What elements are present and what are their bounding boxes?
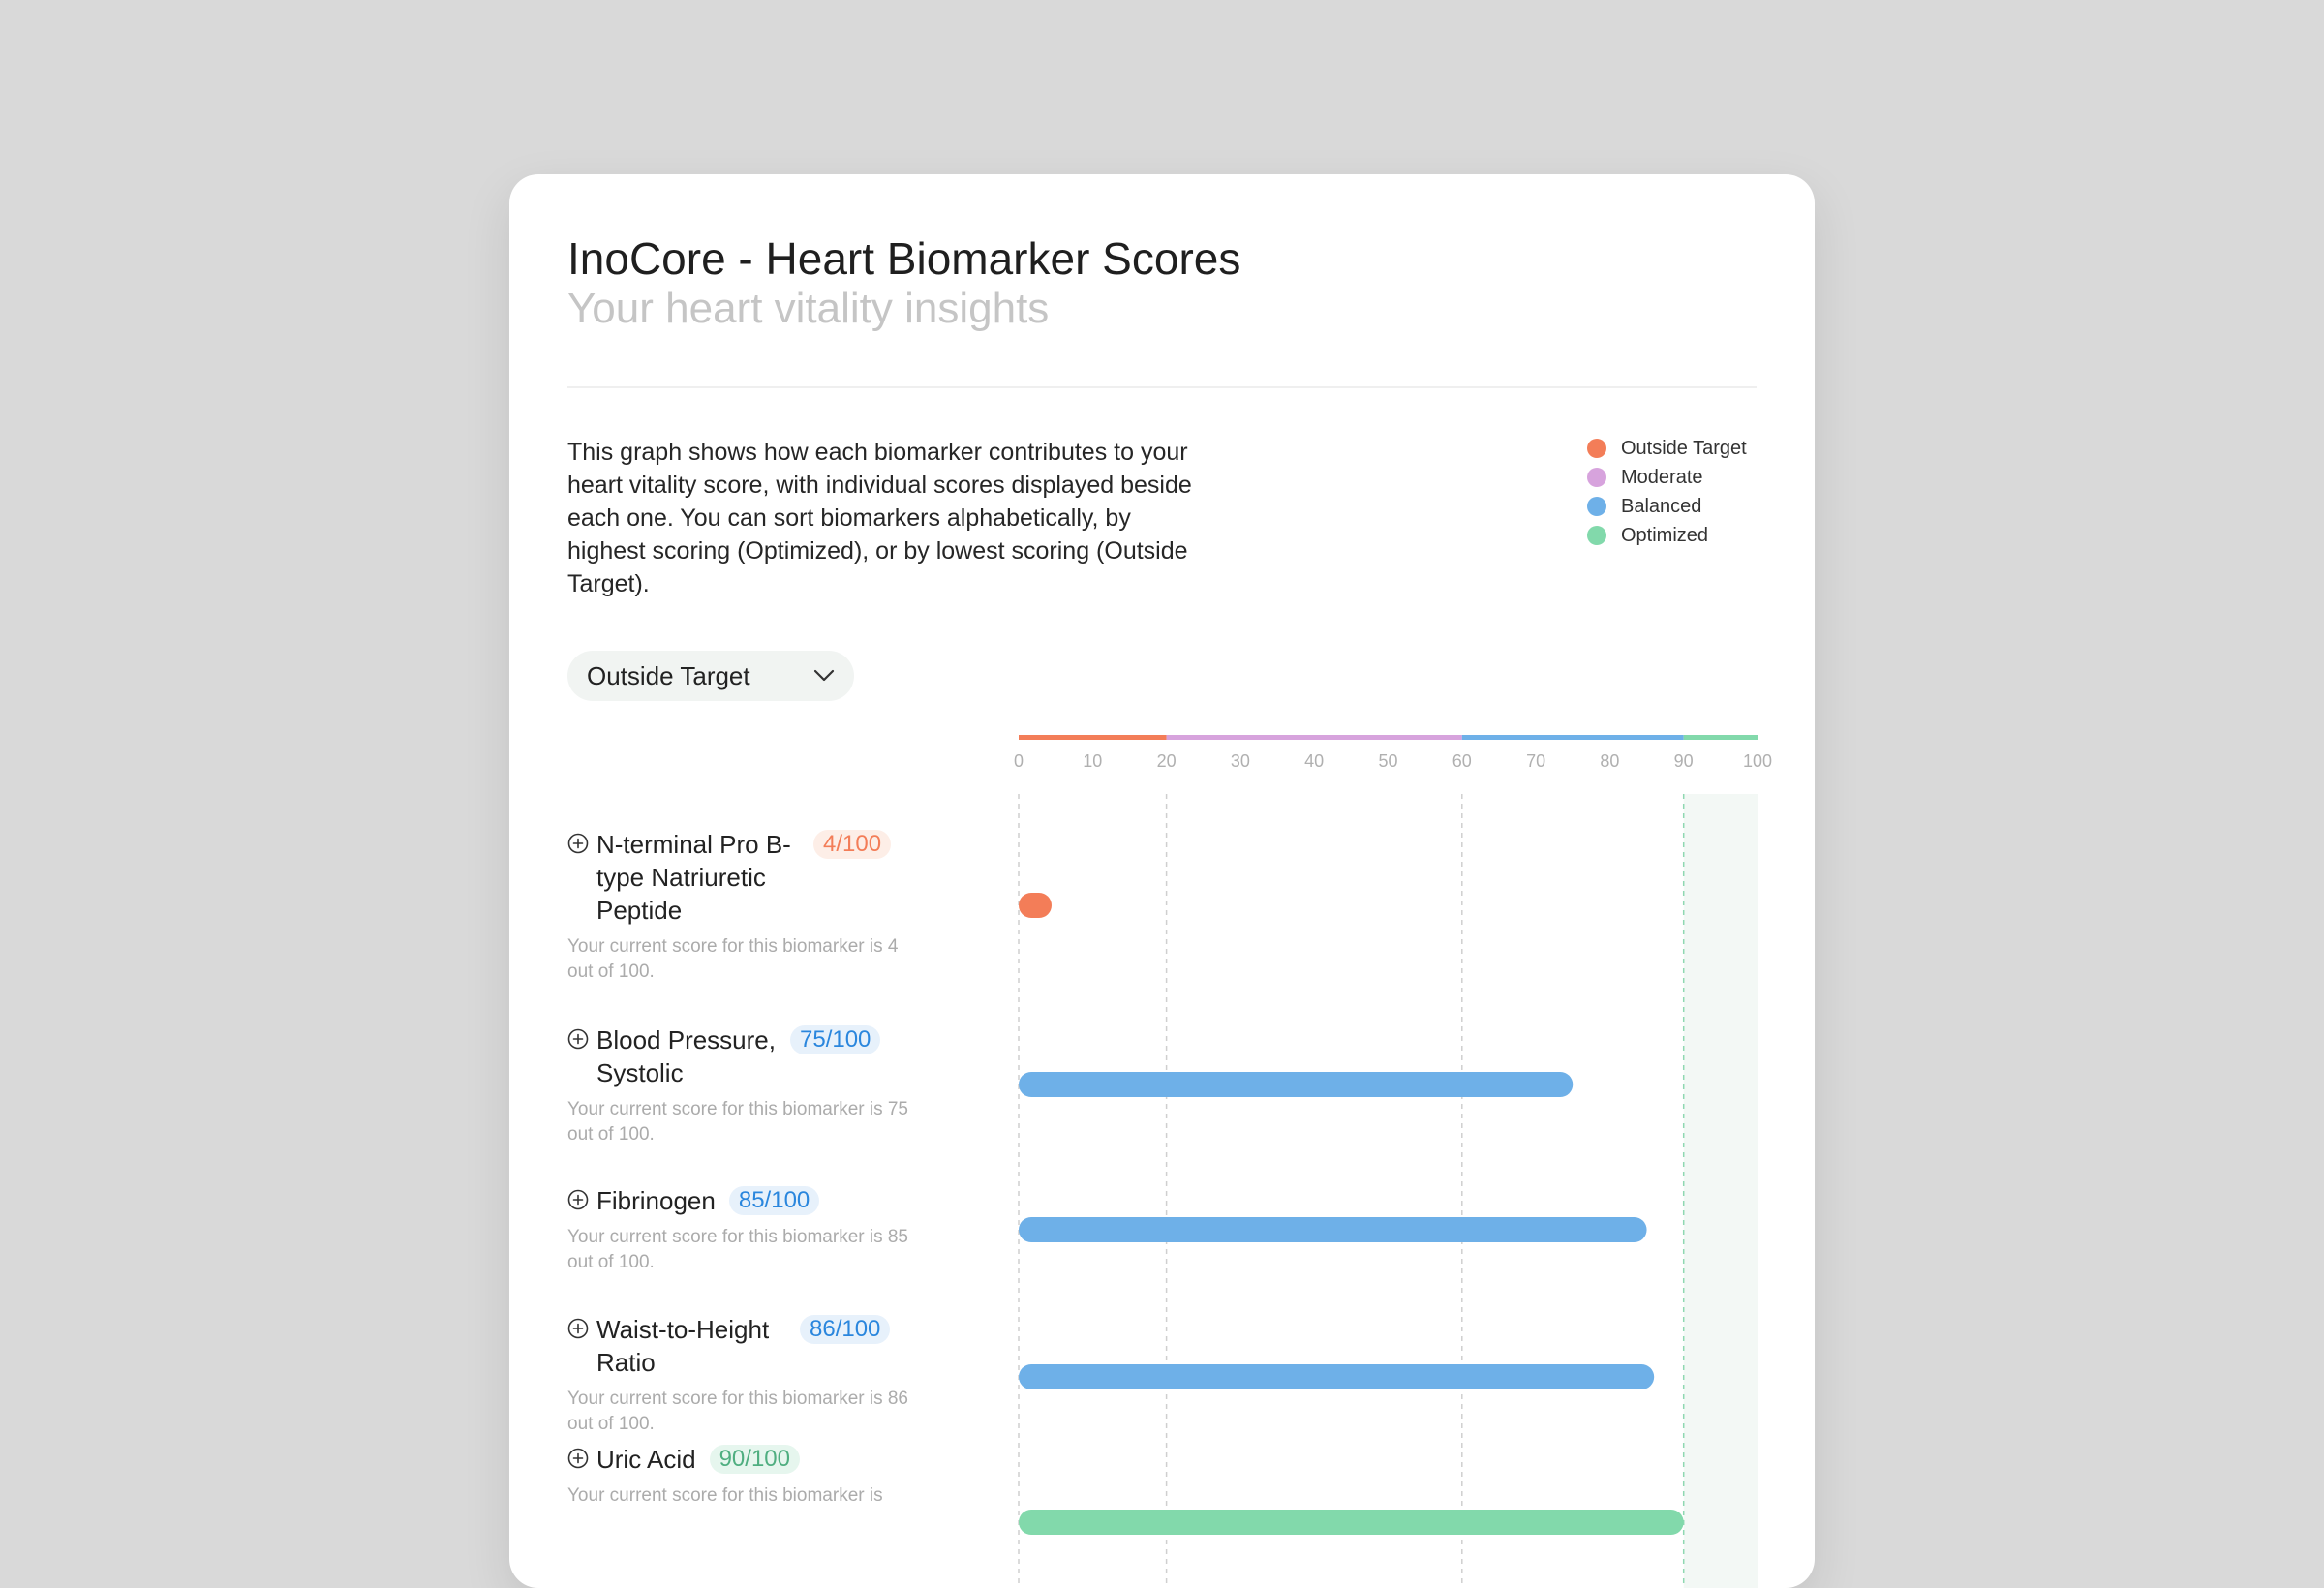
score-note: Your current score for this biomarker is 86 out of 100. xyxy=(567,1389,909,1434)
band-strip-outside-target xyxy=(1019,735,1167,740)
biomarker-row[interactable] xyxy=(567,1023,935,1147)
x-tick-label: 80 xyxy=(1600,751,1620,771)
x-tick-label: 10 xyxy=(1083,751,1103,771)
optimized-zone-background xyxy=(1684,794,1758,1588)
score-note: Your current score for this biomarker is 75 out of 100. xyxy=(567,1099,909,1145)
biomarker-row[interactable] xyxy=(567,1313,935,1437)
legend-label: Outside Target xyxy=(1621,437,1747,459)
plus-circle-icon[interactable] xyxy=(567,1318,589,1339)
score-bar xyxy=(1019,893,1052,918)
x-tick-label: 50 xyxy=(1378,751,1398,771)
band-strip-optimized xyxy=(1684,735,1758,740)
x-tick-label: 40 xyxy=(1304,751,1325,771)
legend-label: Optimized xyxy=(1621,524,1709,546)
score-note: Your current score for this biomarker is xyxy=(567,1485,883,1506)
band-strip-moderate xyxy=(1167,735,1462,740)
x-tick-label: 0 xyxy=(1013,751,1024,771)
biomarker-row[interactable] xyxy=(567,1184,935,1275)
plus-circle-icon[interactable] xyxy=(567,1448,589,1469)
score-badge: 90/100 xyxy=(710,1445,800,1474)
chart-description: This graph shows how each biomarker contributes to your heart vitality score, with individual scores displayed beside each one. You can sort biomarkers alphabetically, by highest scoring (Optimized), or by lowest scoring (Outside Target). xyxy=(567,439,1192,597)
biomarker-card xyxy=(509,174,1815,1588)
plus-circle-icon[interactable] xyxy=(567,1189,589,1210)
band-strip-balanced xyxy=(1462,735,1684,740)
biomarker-name: Waist-to-Height Ratio xyxy=(596,1315,770,1377)
biomarker-row[interactable] xyxy=(567,828,935,985)
biomarker-name: Uric Acid xyxy=(596,1445,696,1474)
biomarker-name: Blood Pressure, Systolic xyxy=(596,1025,776,1087)
score-note: Your current score for this biomarker is 85 out of 100. xyxy=(567,1227,909,1272)
plus-circle-icon[interactable] xyxy=(567,1028,589,1050)
score-bar xyxy=(1019,1510,1684,1535)
score-badge: 86/100 xyxy=(800,1315,890,1344)
page-subtitle: Your heart vitality insights xyxy=(567,285,1050,332)
legend-label: Balanced xyxy=(1621,495,1702,517)
x-tick-label: 60 xyxy=(1452,751,1472,771)
legend-label: Moderate xyxy=(1621,466,1703,488)
biomarker-name: Fibrinogen xyxy=(596,1186,716,1215)
plus-circle-icon[interactable] xyxy=(567,833,589,854)
score-bar xyxy=(1019,1217,1647,1242)
score-bar xyxy=(1019,1072,1573,1097)
score-badge: 85/100 xyxy=(729,1186,819,1215)
x-tick-label: 30 xyxy=(1230,751,1250,771)
page-title: InoCore - Heart Biomarker Scores xyxy=(567,233,1241,284)
sort-dropdown-value: Outside Target xyxy=(587,660,750,690)
x-tick-label: 90 xyxy=(1673,751,1694,771)
score-bar xyxy=(1019,1364,1654,1390)
score-note: Your current score for this biomarker is 4 out of 100. xyxy=(567,936,899,982)
score-badge: 75/100 xyxy=(790,1025,880,1054)
x-tick-label: 70 xyxy=(1526,751,1546,771)
x-tick-label: 100 xyxy=(1742,751,1773,771)
biomarker-name: N-terminal Pro B-type Natriuretic Peptide xyxy=(596,830,791,925)
score-badge: 4/100 xyxy=(813,830,891,859)
x-tick-label: 20 xyxy=(1156,751,1177,771)
biomarker-row[interactable] xyxy=(567,1443,935,1509)
